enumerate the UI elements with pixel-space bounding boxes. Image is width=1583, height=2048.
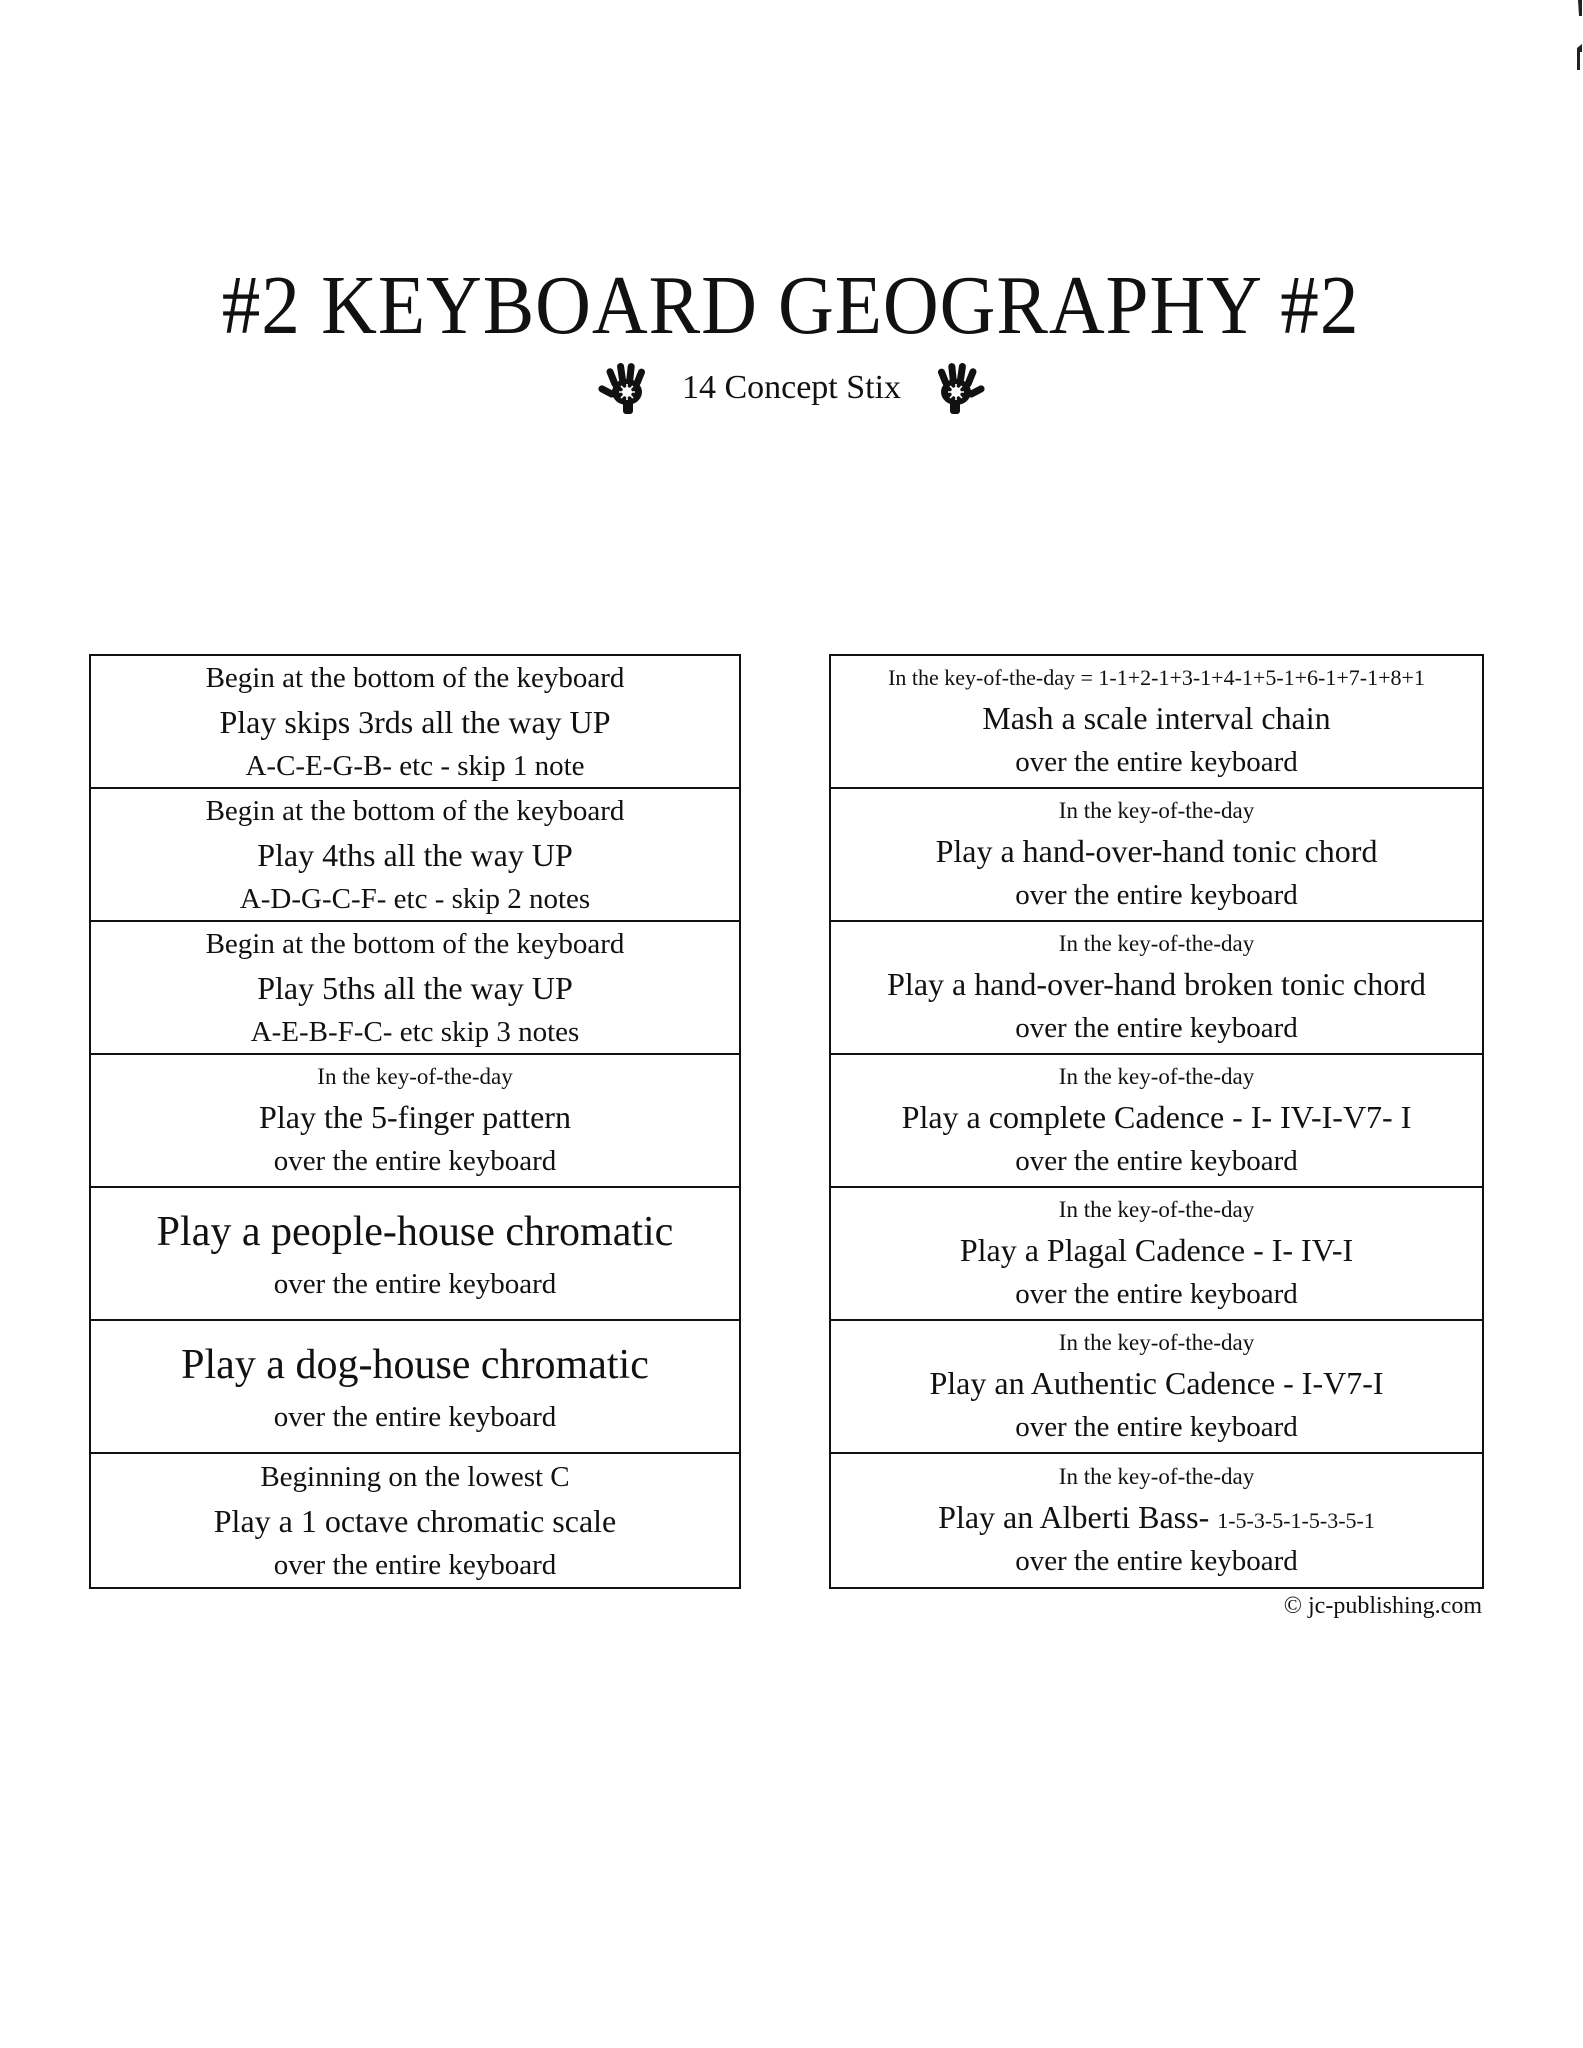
card-line: over the entire keyboard: [273, 1400, 557, 1433]
card-line: Play the 5-finger pattern: [259, 1098, 571, 1135]
card-line: In the key-of-the-day: [1058, 797, 1255, 823]
card-line: Play a hand-over-hand broken tonic chord: [887, 965, 1426, 1002]
subtitle-row: [0, 358, 1583, 418]
hand-icon: [596, 360, 656, 416]
card-line-compound: [938, 1495, 1375, 1539]
card-line: In the key-of-the-day: [1058, 1329, 1255, 1355]
subtitle: 14 Concept Stix: [681, 369, 902, 406]
concept-card: [831, 656, 1482, 789]
card-line: A-E-B-F-C- etc skip 3 notes: [250, 1015, 580, 1048]
hand-icon: [927, 360, 987, 416]
card-line: over the entire keyboard: [1015, 745, 1298, 778]
scan-mark: [1569, 0, 1583, 70]
card-line: Play skips 3rds all the way UP: [219, 703, 611, 740]
concept-card: [91, 656, 739, 789]
concept-card: [831, 1454, 1482, 1587]
card-line: Play a dog-house chromatic: [181, 1341, 649, 1388]
card-line: 1-5-3-5-1-5-3-5-1: [1217, 1507, 1375, 1533]
page-title: #2 KEYBOARD GEOGRAPHY #2: [221, 259, 1360, 352]
copyright-notice: © jc-publishing.com: [1283, 1593, 1482, 1619]
card-line: Play a Plagal Cadence - I- IV-I: [959, 1231, 1354, 1268]
concept-card: [831, 1321, 1482, 1454]
card-line: Play 5ths all the way UP: [257, 969, 573, 1006]
concept-card: [91, 1454, 739, 1587]
card-line: Play an Authentic Cadence - I-V7-I: [929, 1364, 1384, 1401]
card-line: In the key-of-the-day: [1058, 1196, 1255, 1222]
card-line: Play a complete Cadence - I- IV-I-V7- I: [901, 1098, 1412, 1135]
card-line: over the entire keyboard: [273, 1267, 557, 1300]
card-line: In the key-of-the-day: [1058, 1463, 1255, 1489]
card-line: In the key-of-the-day: [1058, 930, 1255, 956]
right-card-column: [829, 654, 1484, 1589]
card-line: over the entire keyboard: [1015, 878, 1298, 911]
left-card-column: [89, 654, 741, 1589]
card-line: over the entire keyboard: [1015, 1011, 1298, 1044]
card-line: A-C-E-G-B- etc - skip 1 note: [245, 749, 585, 782]
card-line: Play 4ths all the way UP: [257, 836, 573, 873]
concept-card: [831, 922, 1482, 1055]
card-line: In the key-of-the-day = 1-1+2-1+3-1+4-1+5-1+6-1+7-1+8+1: [888, 664, 1425, 690]
card-line: Play a people-house chromatic: [156, 1208, 674, 1255]
concept-card: [91, 1188, 739, 1321]
card-line: over the entire keyboard: [1015, 1410, 1298, 1443]
concept-card: [91, 1321, 739, 1454]
card-line: over the entire keyboard: [1015, 1144, 1298, 1177]
card-line: Mash a scale interval chain: [982, 699, 1331, 736]
concept-card: [91, 1055, 739, 1188]
card-line: over the entire keyboard: [1015, 1544, 1298, 1577]
concept-card: [91, 922, 739, 1055]
card-line: In the key-of-the-day: [1058, 1063, 1255, 1089]
card-line: over the entire keyboard: [273, 1144, 557, 1177]
card-line: Play a 1 octave chromatic scale: [213, 1502, 617, 1539]
card-line: Begin at the bottom of the keyboard: [205, 927, 625, 960]
concept-card: [831, 789, 1482, 922]
card-line: Play a hand-over-hand tonic chord: [935, 832, 1378, 869]
card-line: over the entire keyboard: [273, 1548, 557, 1581]
card-line: A-D-G-C-F- etc - skip 2 notes: [239, 882, 591, 915]
card-line: In the key-of-the-day: [317, 1063, 513, 1089]
card-line: over the entire keyboard: [1015, 1277, 1298, 1310]
card-line: Begin at the bottom of the keyboard: [205, 794, 625, 827]
card-line: Beginning on the lowest C: [260, 1460, 570, 1493]
card-line: Play an Alberti Bass-: [938, 1498, 1218, 1535]
concept-card: [831, 1055, 1482, 1188]
card-line: Begin at the bottom of the keyboard: [205, 661, 625, 694]
concept-card: [91, 789, 739, 922]
concept-card: [831, 1188, 1482, 1321]
